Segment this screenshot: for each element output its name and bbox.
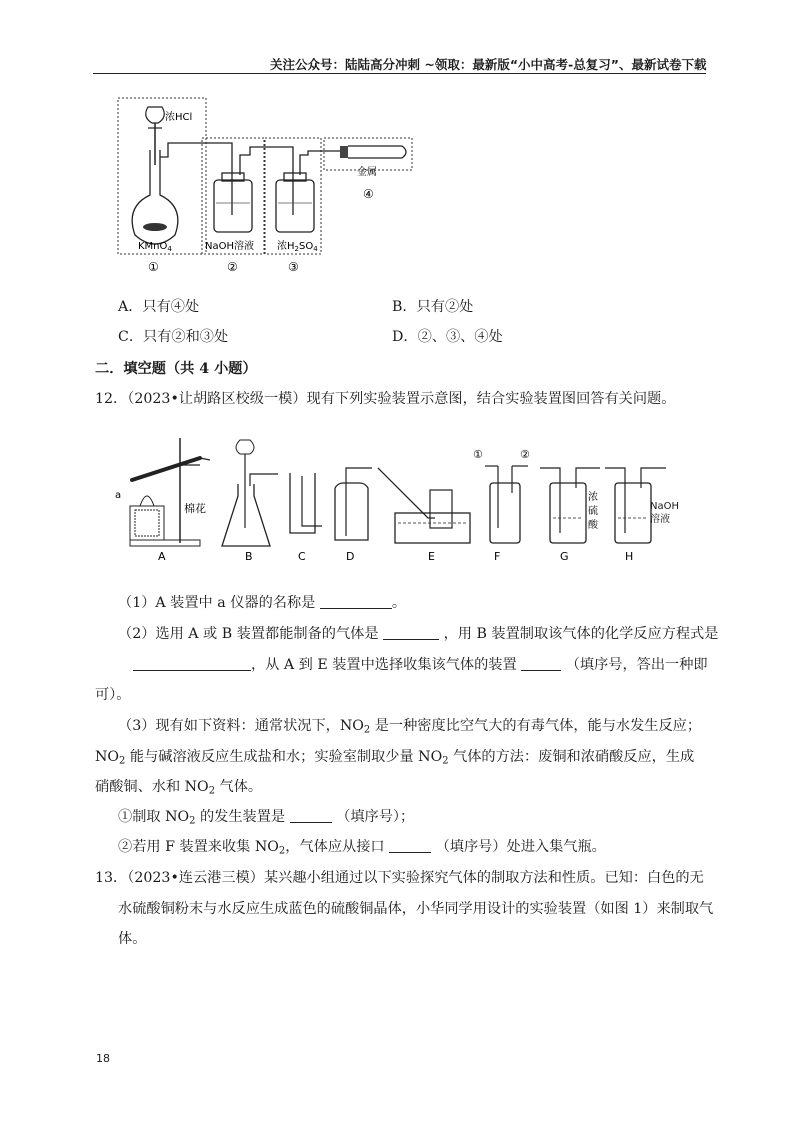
label-A: A [158,550,166,563]
page-number: 18 [96,1052,110,1065]
q12-part2-line2: ，从 A 到 E 装置中选择收集该气体的装置 （填序号，答出一种即 [133,654,708,674]
apparatus-D [335,468,372,563]
apparatus-C [290,473,322,563]
label-F: F [494,550,501,563]
tube-1-2 [160,143,232,215]
label-port-2: ② [520,448,530,461]
label-H: H [625,550,634,563]
bottle-2 [214,180,252,232]
label-E: E [428,550,435,563]
label-naoh: NaOH溶液 [205,241,254,252]
q13-line1: 13．（2023•连云港三模）某兴趣小组通过以下实验探究气体的制取方法和性质。已知：白色的无 [95,870,704,886]
section-title: 二．填空题（共 4 小题） [95,361,257,377]
label-kmno4: KMnO$_4$ [138,241,172,253]
q12-sub2: ②若用 F 装置来收集 $NO_2$，气体应从接口 （填序号）处进入集气瓶。 [118,839,606,857]
label-port-1: ① [473,448,483,461]
box-2 [202,138,264,254]
q12-stem [95,388,675,408]
label-g-3: 酸 [588,520,598,531]
label-g-1: 浓 [588,492,598,503]
label-naoh-h [650,500,679,526]
option-a: A．只有④处 [118,299,200,315]
q12-part2-line3: 可）。 [95,687,131,703]
tube-3-4 [300,151,340,175]
label-B: B [245,550,253,563]
answer-blank-5[interactable] [290,808,332,823]
apparatus-A [115,438,210,563]
stopper-4 [340,146,348,158]
label-a: a [115,490,122,501]
q13-number: 13． [95,870,128,886]
answer-blank-3[interactable] [133,656,251,671]
label-C: C [298,550,306,563]
apparatus-B [222,440,278,563]
kmno4-solid [143,223,167,231]
label-metal: 金属 [357,167,377,178]
answer-blank-4[interactable] [521,656,561,671]
figure-apparatus-a-h [110,428,670,563]
funnel-bulb [146,107,165,123]
label-circle-2: ② [227,260,238,274]
label-g-2: 硫 [588,506,598,517]
figure-apparatus-chlorine [110,95,430,280]
q12-stem-text: （2023•让胡路区校级一模）现有下列实验装置示意图，结合实验装置图回答有关问题。 [127,391,676,407]
q13-line3: 体。 [118,931,147,947]
label-G: G [560,550,569,563]
q12-part3-line2: $NO_2$ 能与碱溶液反应生成盐和水；实验室制取少量 $NO_2$ 气体的方法：废铜和浓硝酸反应，生成 [95,749,695,767]
option-b: B．只有②处 [392,299,474,315]
page-header: 关注公众号：陆陆高分冲刺 ~领取：最新版“小中高考-总复习”、最新试卷下载 [270,57,707,72]
apparatus-E [378,468,470,563]
option-d: D．②、③、④处 [392,329,503,345]
header-rule [93,73,706,74]
label-circle-1: ① [148,260,159,274]
q12-part1: （1）A 装置中 a 仪器的名称是 。 [118,595,407,611]
label-hcl: 浓HCl [165,112,193,123]
tube-4 [348,146,406,158]
box-4 [324,138,412,170]
label-naoh-h-1: NaOH [650,501,679,512]
label-circle-4: ④ [363,187,374,201]
q12-sub1: ①制取 $NO_2$ 的发生装置是 （填序号）； [118,809,415,827]
q12-number: 12． [95,391,128,407]
q13-line2: 水硫酸铜粉末与水反应生成蓝色的硫酸铜晶体，小华同学用设计的实验装置（如图 1）来制取气 [118,901,714,917]
box-1 [118,98,206,254]
label-circle-3: ③ [288,260,299,274]
option-c: C．只有②和③处 [118,329,229,345]
q12-part3-line1: （3）现有如下资料：通常状况下，$NO_2$ 是一种密度比空气大的有毒气体，能与水发生反应； [118,718,702,736]
q12-part3-line3: 硝酸铜、水和 $NO_2$ 气体。 [95,779,263,797]
answer-blank-2[interactable] [383,625,439,640]
label-D: D [346,550,355,563]
q12-part2-line1: （2）选用 A 或 B 装置都能制备的气体是 ，用 B 装置制取该气体的化学反应方程式是 [118,626,719,642]
label-h2so4: 浓$H_2SO_4$ [277,241,318,253]
apparatus-F [473,448,530,563]
label-cotton: 棉花 [184,502,206,515]
answer-blank-6[interactable] [389,838,431,853]
bottle-3 [276,180,314,232]
answer-blank-1[interactable] [320,594,392,609]
apparatus-G [540,468,600,563]
label-naoh-h-2: 溶液 [650,514,670,525]
